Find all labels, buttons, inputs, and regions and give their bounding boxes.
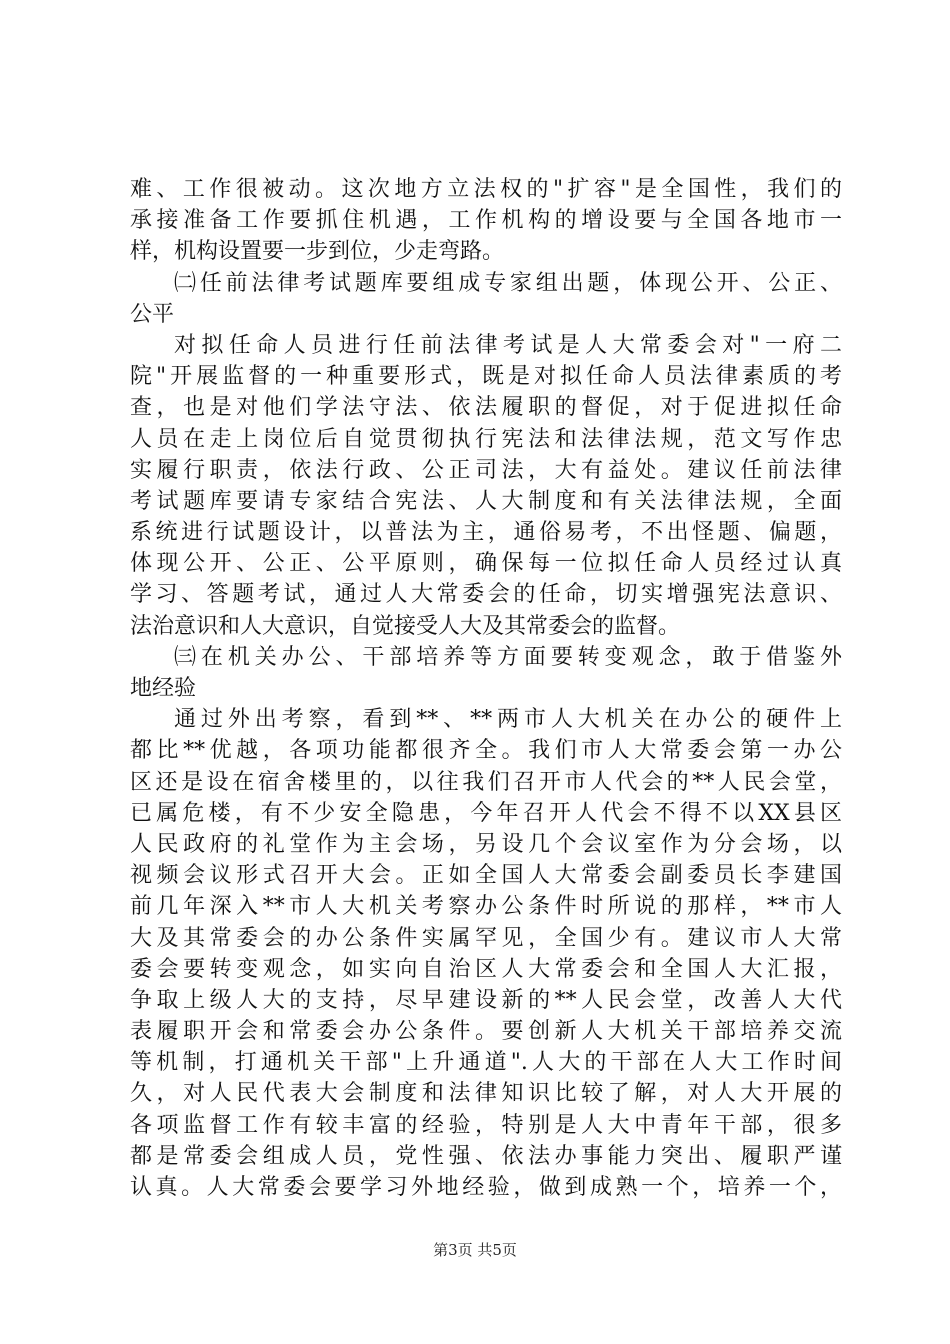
text-line: 都比**优越，各项功能都很齐全。我们市人大常委会第一办公 xyxy=(130,738,842,764)
text-line: 表履职开会和常委会办公条件。要创新人大机关干部培养交流 xyxy=(130,1019,842,1045)
heading-line: 公平 xyxy=(130,301,175,327)
text-line: 通过外出考察，看到**、**两市人大机关在办公的硬件上 xyxy=(174,707,842,733)
text-line: 实履行职责，依法行政、公正司法，大有益处。建议任前法律 xyxy=(130,457,842,483)
text-line: 系统进行试题设计，以普法为主，通俗易考，不出怪题、偏题， xyxy=(130,520,842,546)
text-line: 承接准备工作要抓住机遇，工作机构的增设要与全国各地市一 xyxy=(130,208,842,234)
text-line: 视频会议形式召开大会。正如全国人大常委会副委员长李建国 xyxy=(130,863,842,889)
text-line: 委会要转变观念，如实向自治区人大常委会和全国人大汇报， xyxy=(130,956,842,982)
text-line: 前几年深入**市人大机关考察办公条件时所说的那样，**市人 xyxy=(130,894,842,920)
document-body xyxy=(130,174,842,1203)
paragraph-2 xyxy=(130,330,842,642)
text-line: 争取上级人大的支持，尽早建设新的**人民会堂，改善人大代 xyxy=(130,987,842,1013)
text-line: 等机制，打通机关干部"上升通道".人大的干部在人大工作时间 xyxy=(130,1050,842,1076)
text-line: 人民政府的礼堂作为主会场，另设几个会议室作为分会场，以 xyxy=(130,831,842,857)
text-line: 难、工作很被动。这次地方立法权的"扩容"是全国性，我们的 xyxy=(130,177,842,202)
text-line: 法治意识和人大意识，自觉接受人大及其常委会的监督。 xyxy=(130,613,681,639)
text-line: 学习、答题考试，通过人大常委会的任命，切实增强宪法意识、 xyxy=(130,582,842,608)
text-line: 查，也是对他们学法守法、依法履职的督促，对于促进拟任命 xyxy=(130,395,842,421)
text-line: 样，机构设置要一步到位，少走弯路。 xyxy=(130,239,505,265)
text-line: 体现公开、公正、公平原则，确保每一位拟任命人员经过认真 xyxy=(130,551,842,577)
paragraph-1 xyxy=(130,174,842,268)
section-heading-3 xyxy=(130,642,842,704)
heading-line: 地经验 xyxy=(130,676,197,701)
text-line: 对拟任命人员进行任前法律考试是人大常委会对"一府二 xyxy=(174,332,842,358)
heading-line: ㈡任前法律考试题库要组成专家组出题，体现公开、公正、 xyxy=(174,270,842,296)
heading-line: ㈢在机关办公、干部培养等方面要转变观念，敢于借鉴外 xyxy=(174,644,842,670)
text-line: 都是常委会组成人员，党性强、依法办事能力突出、履职严谨 xyxy=(130,1143,842,1169)
text-line: 久，对人民代表大会制度和法律知识比较了解，对人大开展的 xyxy=(130,1081,842,1107)
text-line: 人员在走上岗位后自觉贯彻执行宪法和法律法规，范文写作忠 xyxy=(130,426,842,452)
page-number: 第3页 共5页 xyxy=(433,1241,517,1259)
paragraph-3 xyxy=(130,704,842,1203)
text-line: 大及其常委会的办公条件实属罕见，全国少有。建议市人大常 xyxy=(130,925,842,951)
text-line: 考试题库要请专家结合宪法、人大制度和有关法律法规，全面 xyxy=(130,488,842,514)
text-line: 各项监督工作有较丰富的经验，特别是人大中青年干部，很多 xyxy=(130,1112,842,1138)
section-heading-2 xyxy=(130,268,842,330)
text-line: 区还是设在宿舍楼里的，以往我们召开市人代会的**人民会堂， xyxy=(130,769,842,795)
text-line: 院"开展监督的一种重要形式，既是对拟任命人员法律素质的考 xyxy=(130,364,842,390)
page-footer xyxy=(0,1240,950,1260)
text-line: 已属危楼，有不少安全隐患，今年召开人代会不得不以XX县区 xyxy=(130,800,842,826)
text-line: 认真。人大常委会要学习外地经验，做到成熟一个，培养一个， xyxy=(130,1175,842,1200)
